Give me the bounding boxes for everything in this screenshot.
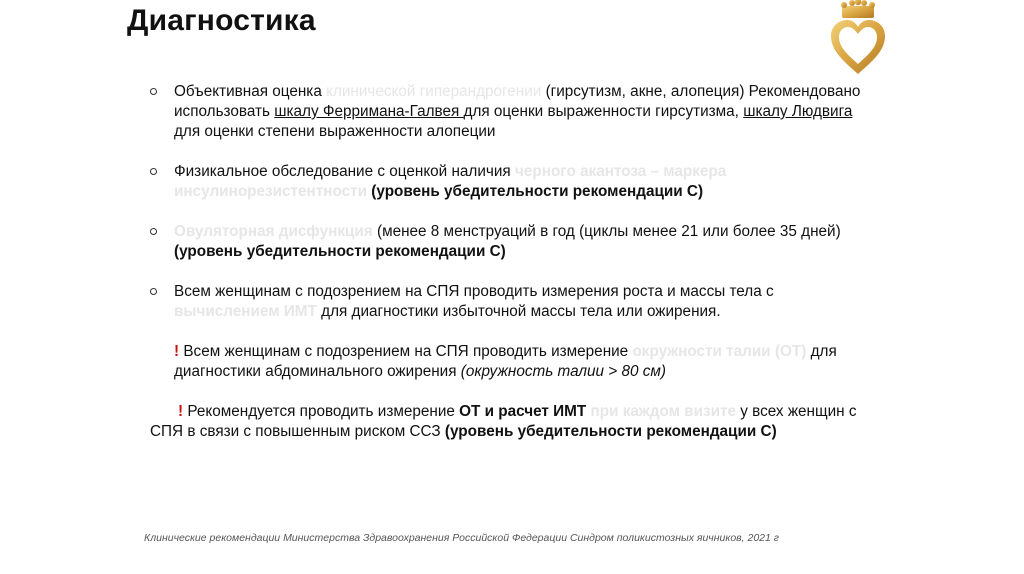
bullet-icon <box>150 288 157 295</box>
recommendation-level: (уровень убедительности рекомендации С) <box>174 243 506 260</box>
note-waist <box>150 342 870 382</box>
item-text: для оценки степени выраженности алопеции <box>174 123 496 140</box>
note-text: Всем женщинам с подозрением на СПЯ проводить измерение <box>179 343 633 360</box>
exclamation-icon: ! <box>174 343 180 360</box>
gold-heart-crown-icon <box>828 0 888 78</box>
bullet-icon <box>150 228 157 235</box>
list-item <box>150 222 870 262</box>
note-text: у всех женщин с СПЯ в связи с повышенным риском ССЗ <box>150 403 857 440</box>
item-text: Всем женщинам с подозрением на СПЯ проводить измерения роста и массы тела с <box>174 283 774 300</box>
item-text: (менее 8 менструаций в год (циклы менее 21 или более 35 дней) <box>372 223 841 240</box>
exclamation-icon: ! <box>178 403 184 420</box>
item-text: для диагностики избыточной массы тела или ожирения. <box>316 303 721 320</box>
list-item <box>150 282 870 322</box>
note-text: Рекомендуется проводить измерение <box>183 403 460 420</box>
item-text: (гирсутизм, акне, алопеция) Рекомендовано использовать <box>174 83 861 120</box>
source-citation: Клинические рекомендации Министерства Здравоохранения Российской Федерации Синдром поликистозных яичников, 2021 г <box>144 532 779 544</box>
bullet-icon <box>150 168 157 175</box>
recommendation-level: (уровень убедительности рекомендации С) <box>367 183 704 200</box>
content <box>150 82 870 462</box>
bullet-icon <box>150 88 157 95</box>
hidden-highlight-text: черного акантоза – маркера инсулинорезистентности <box>174 163 727 200</box>
hidden-highlight-text: при каждом визите <box>586 403 736 420</box>
ferriman-gallwey-link: шкалу Ферримана-Галвея <box>274 103 464 120</box>
ludwig-scale-link: шкалу Людвига <box>743 103 853 120</box>
list-item <box>150 162 870 202</box>
hidden-highlight-text: клинической гиперандрогении <box>326 83 542 100</box>
note-visit <box>150 402 870 442</box>
waist-threshold: (окружность талии > 80 см) <box>460 363 666 380</box>
item-text: для оценки выраженности гирсутизма, <box>463 103 744 120</box>
note-text: для диагностики абдоминального ожирения <box>174 343 837 380</box>
hidden-highlight-text: Овуляторная дисфункция <box>174 223 373 240</box>
note-bold: ОТ и расчет ИМТ <box>459 403 587 420</box>
list-item <box>150 82 870 142</box>
item-text: Объективная оценка <box>174 83 327 100</box>
hidden-highlight-text: вычислением ИМТ <box>174 303 317 320</box>
recommendation-level: (уровень убедительности рекомендации С) <box>444 423 777 440</box>
item-text: Физикальное обследование с оценкой наличия <box>174 163 515 180</box>
slide-title: Диагностика <box>127 4 316 37</box>
hidden-highlight-text: окружности талии (ОТ) <box>632 343 807 360</box>
